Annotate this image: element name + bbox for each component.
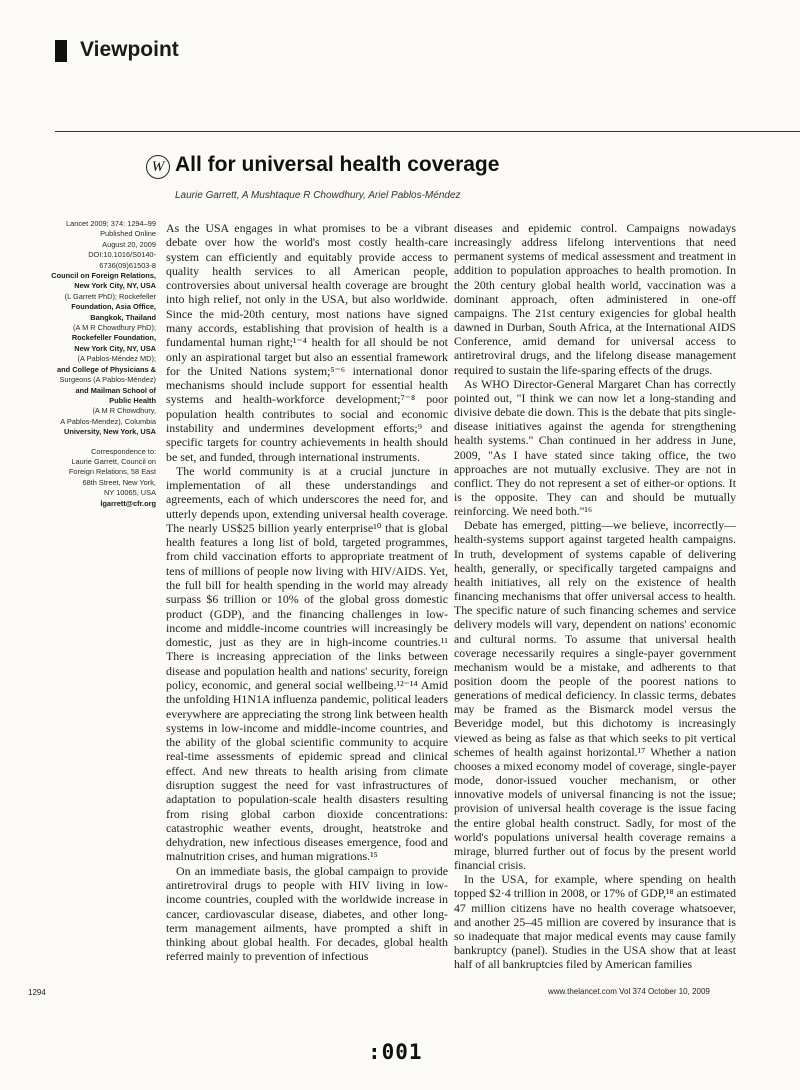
stamp-number: :001	[368, 1040, 423, 1064]
published-info	[28, 229, 156, 271]
paragraph: As the USA engages in what promises to be a vibrant debate over how the world's most costly health-care system can efficiently and equitably provide access to quality health services to all American people, controversies about universal health coverage are brought into high relief, not only in the USA, but also worldwide. Since the mid-20th century, most nations have signed many accords, establishing that provision of health is a fundamental human right;¹⁻⁴ health for all should be not only an aspirational target but also an essential framework for the United Nations system;⁵⁻⁶ international donor mechanisms should include support for essential health systems and health-workforce development;⁷⁻⁸ poor population health contributes to social and economic instability and undermines development efforts;⁹ and specific targets for country achievements in health should be set, and funded, through international instruments.	[166, 221, 448, 464]
correspondence	[28, 447, 156, 509]
correspondence-line: Laurie Garrett, Council on	[71, 456, 156, 466]
correspondence-line: Correspondence to:	[91, 446, 156, 456]
affiliations	[28, 271, 156, 438]
section-label: Viewpoint	[80, 38, 179, 61]
paragraph: In the USA, for example, where spending on health topped $2·4 trillion in 2008, or 17% of GDP,¹⁸ an estimated 47 million citizens have no health coverage whatsoever, and another 25–45 million are covered by insurance that is so inadequate that major medical events may cause family bankruptcy (panel). Studies in the USA show that at least half of all bankruptcies filed by American families	[454, 872, 736, 972]
affiliation-line: (L Garrett PhD); Rockefeller	[64, 291, 156, 301]
published-line: DOI:10.1016/S0140-	[88, 250, 156, 260]
page-number: 1294	[28, 988, 46, 997]
affiliation-line: (A M R Chowdhury,	[92, 406, 156, 416]
journal-info: www.thelancet.com Vol 374 October 10, 2009	[548, 987, 710, 996]
paragraph: On an immediate basis, the global campaign to provide antiretroviral drugs to people with HIV living in low-income countries, coupled with the worldwide increase in cancer, cardiovascular disease, diabetes, and other long-term management ailments, have prompted a shift in thinking about global health. For decades, global health referred mainly to prevention of infectious	[166, 863, 448, 964]
affiliation-line: (A Pablos-Méndez MD);	[77, 354, 156, 364]
paragraph: Debate has emerged, pitting—we believe, incorrectly—health-systems support against targeted health campaigns. In truth, development of systems capable of delivering health, generally, or specifically targeted campaigns and health initiatives, all rely on the existence of health financing mechanisms that offer universal access to health. The specific nature of such financing schemes and service delivery models will vary, dependent on nations' economic and cultural norms. To assume that universal health coverage necessarily requires a single-payer government mechanism would be a mistake, and adherents to that position doom the people of the poorest nations to generations of medical deficiency. In classic terms, debates may be framed as the Bismarck model versus the Beveridge model, but this dichotomy is increasingly viewed as being as false as that which seeks to pit vertical schemes of health against horizontal.¹⁷ Whether a nation chooses a mixed economy model of coverage, single-payer mode, donor-issued voucher mechanism, or other innovative models of universal financing is not the issue; provision of universal health coverage is the issue facing the entire global health construct. Sadly, for most of the world's populations universal health coverage remains a mirage, blurred further out of focus by the present world financial crisis.	[454, 518, 736, 873]
correspondence-line: 68th Street, New York,	[82, 477, 156, 487]
published-line: 6736(09)61503-8	[99, 260, 156, 270]
affiliation-line: Surgeons (A Pablos-Méndez)	[59, 375, 156, 385]
authors: Laurie Garrett, A Mushtaque R Chowdhury, Ariel Pablos-Méndez	[175, 190, 461, 201]
affiliation-line: (A M R Chowdhury PhD);	[73, 323, 156, 333]
at-logo-icon: W	[146, 155, 170, 179]
citation: Lancet 2009; 374: 1294–99	[65, 219, 156, 228]
affiliation-line: Council on Foreign Relations,	[51, 271, 156, 281]
header-rule	[55, 131, 800, 132]
affiliation-line: New York City, NY, USA	[74, 343, 156, 353]
affiliation-line: Foundation, Asia Office,	[71, 302, 156, 312]
published-line: August 20, 2009	[102, 239, 156, 249]
sidebar	[28, 219, 156, 509]
affiliation-line: and College of Physicians &	[57, 364, 156, 374]
affiliation-line: University, New York, USA	[63, 427, 156, 437]
published-line: Published Online	[100, 229, 156, 239]
paragraph: diseases and epidemic control. Campaigns nowadays increasingly address lifelong interventions that need permanent systems of medical assessment and treatment in addition to population approaches to health promotion. In the 20th century global health world, vaccination was a dominant approach, often administered in one-off campaigns. The 21st century exigencies for global health dawned in Durban, South Africa, at the International AIDS Conference, amid demand for universal access to antiretroviral drugs, and the lifelong disease management required to sustain the life-sparing effects of the drugs.	[454, 221, 736, 377]
correspondence-line: NY 10065, USA	[103, 488, 156, 498]
affiliation-line: Public Health	[109, 395, 156, 405]
affiliation-line: New York City, NY, USA	[74, 281, 156, 291]
email-link[interactable]: lgarrett@cfr.org	[100, 498, 156, 508]
paragraph: The world community is at a crucial juncture in implementation of all these understandings and agreements, each of which underscores the need for, and utterly depends upon, extending universal health coverage. The nearly US$25 billion yearly enterprise¹⁰ that is global health features a long list of bold, targeted programmes, from child vaccination efforts to appropriate treatment of tens of millions of people now living with HIV/AIDS. Yet, the full bill for health spending in the world may already surpass $6 trillion or 10% of the global gross domestic product (GDP), and the financing challenges in low-income and middle-income countries will increasingly be domestic, just as they are in high-income countries.¹¹ There is increasing appreciation of the links between disease and population health and nations' security, foreign policy, economic, and general social wellbeing.¹²⁻¹⁴ Amid the unfolding H1N1A influenza pandemic, political leaders everywhere are appreciating the strong link between health systems in low-income and middle-income countries, and the ability of the global scientific community to acquire real-time assessments of epidemic spread and clinical effect. And new threats to health arising from climate disruption suggest the need for vast infrastructures of adaptation to population-scale health disasters resulting from rising global carbon dioxide concentrations: catastrophic weather events, drought, heatstroke and dehydration, new infectious diseases emergence, food and malnutrition crises, and human migrations.¹⁵	[166, 463, 448, 864]
affiliation-line: Bangkok, Thailand	[90, 312, 156, 322]
article-title: All for universal health coverage	[175, 153, 500, 176]
affiliation-line: Rockefeller Foundation,	[71, 333, 156, 343]
left-column	[166, 221, 448, 964]
right-column	[454, 221, 736, 971]
paragraph: As WHO Director-General Margaret Chan has correctly pointed out, "I think we can now let a long-standing and divisive debate die down. This is the debate that pits single-disease initiatives against the agenda for strengthening health systems." Chan continued in her address in June, 2009, "As I have stated since taking office, the two approaches are not mutually exclusive. They are not in conflict. They do not represent a set of either-or options. It is the opposite. They can and should be mutually reinforcing. We need both."¹⁶	[454, 376, 736, 519]
affiliation-line: and Mailman School of	[75, 385, 156, 395]
section-marker	[55, 40, 67, 62]
affiliation-line: A Pablos-Mendez), Columbia	[60, 416, 156, 426]
correspondence-line: Foreign Relations, 58 East	[68, 467, 156, 477]
